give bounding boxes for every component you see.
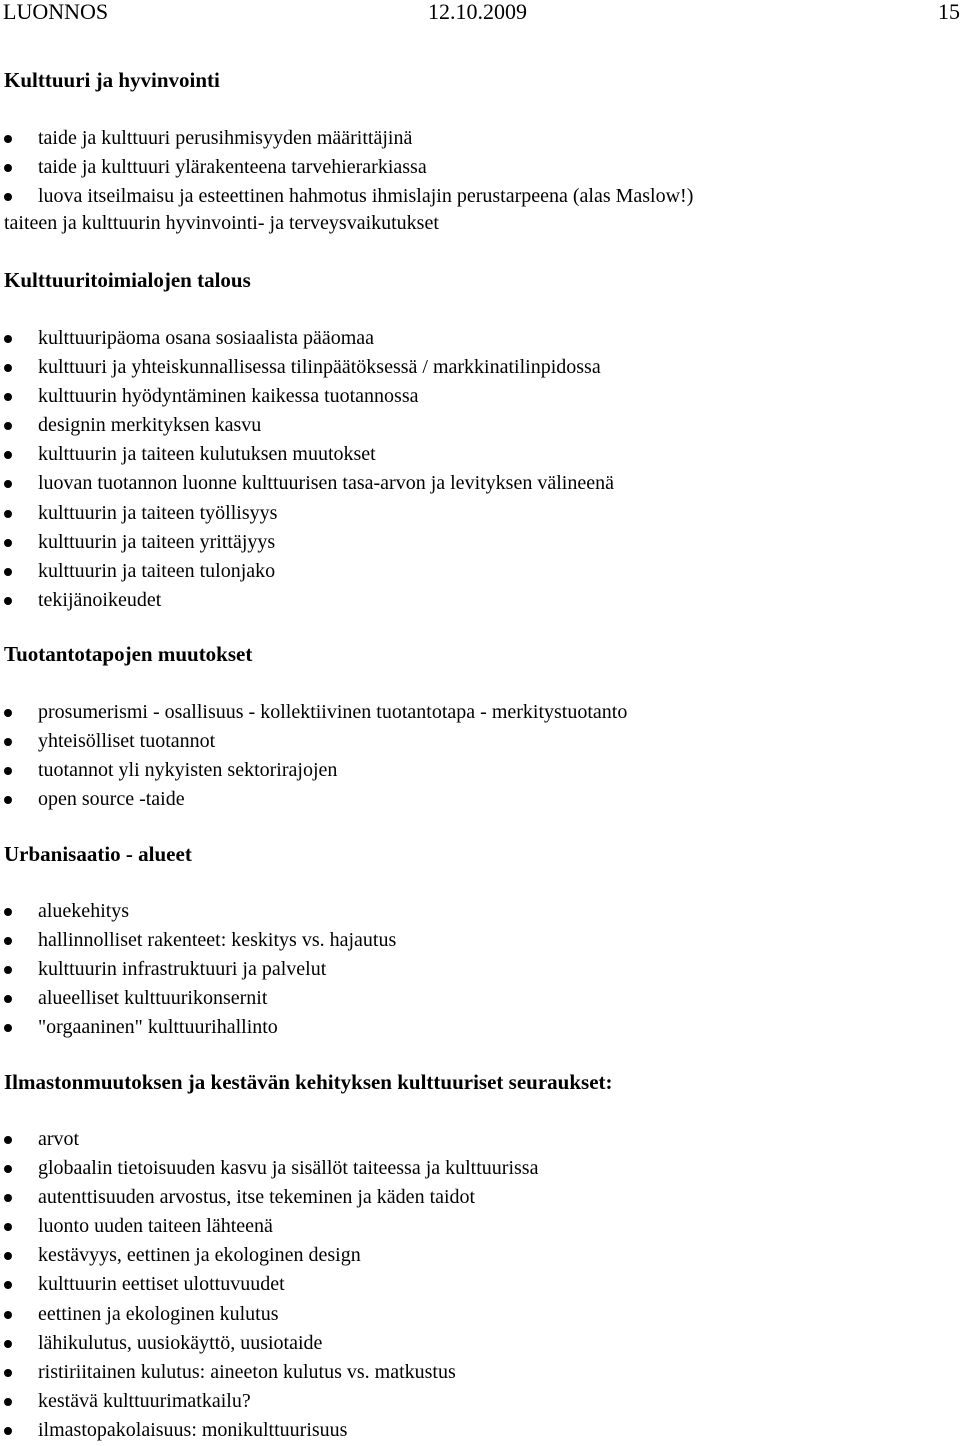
section-title-kulttuuri-hyvinvointi: Kulttuuri ja hyvinvointi — [4, 68, 220, 92]
section-title-urbanisaatio-alueet: Urbanisaatio - alueet — [4, 842, 192, 866]
bullet-icon — [4, 995, 12, 1003]
bullet-icon — [4, 568, 12, 576]
bullet-icon — [4, 193, 12, 201]
bullet-icon — [4, 164, 12, 172]
bullet-icon — [4, 135, 12, 143]
section-title-ilmastonmuutos: Ilmastonmuutoksen ja kestävän kehityksen kulttuuriset seuraukset: — [4, 1070, 613, 1094]
page-header — [0, 0, 960, 28]
header-draft-label: LUONNOS — [3, 0, 109, 24]
bullet-icon — [4, 1427, 12, 1435]
bullet-icon — [4, 539, 12, 547]
bullet-icon — [4, 1194, 12, 1202]
bullet-icon — [4, 1165, 12, 1173]
bullet-icon — [4, 709, 12, 717]
section-title-kulttuuritoimialojen-talous: Kulttuuritoimialojen talous — [4, 268, 251, 292]
bullet-icon — [4, 364, 12, 372]
bullet-icon — [4, 393, 12, 401]
bullet-icon — [4, 1136, 12, 1144]
bullet-icon — [4, 335, 12, 343]
bullet-icon — [4, 1369, 12, 1377]
bullet-icon — [4, 451, 12, 459]
bullet-icon — [4, 1398, 12, 1406]
header-date: 12.10.2009 — [428, 0, 527, 24]
bullet-icon — [4, 1252, 12, 1260]
bullet-icon — [4, 796, 12, 804]
bullet-icon — [4, 597, 12, 605]
bullet-icon — [4, 767, 12, 775]
bullet-icon — [4, 510, 12, 518]
section-trailing-line: taiteen ja kulttuurin hyvinvointi- ja terveysvaikutukset — [4, 212, 439, 234]
bullet-icon — [4, 1281, 12, 1289]
bullet-icon — [4, 966, 12, 974]
bullet-icon — [4, 738, 12, 746]
bullet-icon — [4, 422, 12, 430]
bullet-icon — [4, 1311, 12, 1319]
bullet-icon — [4, 937, 12, 945]
bullet-icon — [4, 1223, 12, 1231]
bullet-icon — [4, 1340, 12, 1348]
header-page-number: 15 — [938, 0, 960, 24]
document-page: LUONNOS 12.10.2009 15 Kulttuuri ja hyvinvointi taide ja kulttuuri perusihmisyyden määrittäjinä taide ja kulttuuri ylärakenteena tarvehierarkiassa luova itseilmaisu ja esteettinen hahmotus ihmislajin perustarpeena (alas Maslow!) taiteen ja kulttuurin hyvinvointi- ja terveysvaikutukset Kulttuuritoimialojen talous kulttuuripäoma osana sosiaalista pääomaa kulttuuri ja yhteiskunnallisessa tilinpäätöksessä / markkinatilinpidossa kulttuurin hyödyntäminen kaikessa tuotannossa designin merkityksen kasvu kulttuurin ja taiteen kulutuksen muutokset luovan tuotannon luonne kulttuurisen tasa-arvon ja levityksen välineenä kulttuurin ja taiteen työllisyys kulttuurin ja taiteen yrittäjyys kulttuurin ja taiteen tulonjako tekijänoikeudet Tuotantotapojen muutokset prosumerismi - osallisuus - kollektiivinen tuotantotapa - merkitystuotanto yhteisölliset tuotannot tuotannot yli nykyisten sektorirajojen open source -taide Urbanisaatio - alueet aluekehitys hallinnolliset rakenteet: keskitys vs. hajautus kulttuurin infrastruktuuri ja palvelut alueelliset kulttuurikonsernit "orgaaninen" kulttuurihallinto Ilmastonmuutoksen ja kestävän kehityksen kulttuuriset seuraukset: arvot globaalin tietoisuuden kasvu ja sisällöt taiteessa ja kulttuurissa autenttisuuden arvostus, itse tekeminen ja käden taidot luonto uuden taiteen lähteenä kestävyys, eettinen ja ekologinen design kulttuurin eettiset ulottuvuudet eettinen ja ekologinen kulutus lähikulutus, uusiokäyttö, uusiotaide ristiriitainen kulutus: aineeton kulutus vs. matkustus kestävä kulttuurimatkailu? ilmastopakolaisuus: monikulttuurisuus — [0, 0, 960, 1446]
bullet-icon — [4, 480, 12, 488]
section-title-tuotantotapojen-muutokset: Tuotantotapojen muutokset — [4, 642, 253, 666]
bullet-icon — [4, 1024, 12, 1032]
bullet-icon — [4, 908, 12, 916]
